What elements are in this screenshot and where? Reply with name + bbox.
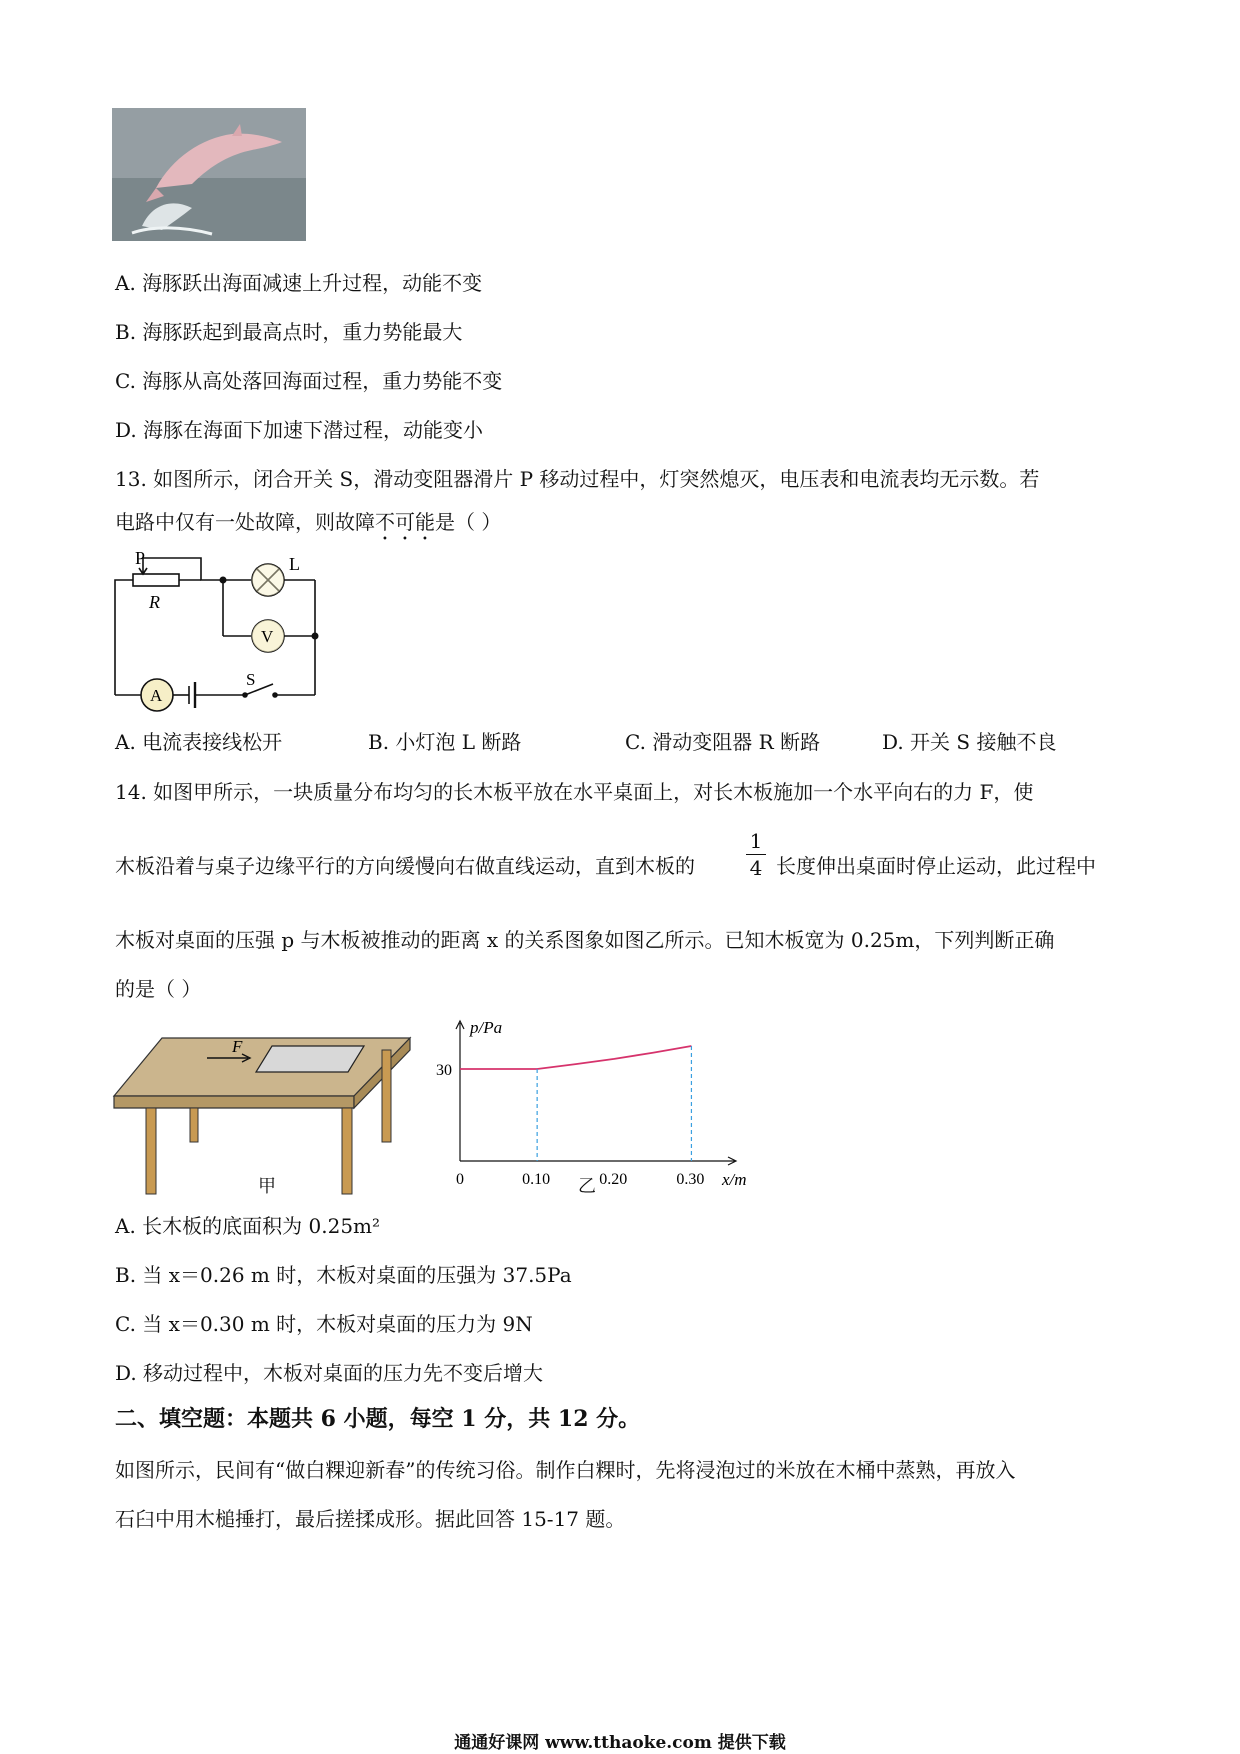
fraction-numerator: 1 <box>746 828 766 855</box>
switch-label: S <box>246 670 256 689</box>
dolphin-image <box>112 108 306 241</box>
x-tick-label: 0.20 <box>599 1171 628 1188</box>
q14-stem-line4: 的是（ ） <box>115 977 202 1001</box>
q14-option-a: A. 长木板的底面积为 0.25m² <box>115 1214 381 1238</box>
y-axis-label: p/Pa <box>470 1018 503 1037</box>
pressure-series-line <box>460 1046 691 1069</box>
q13-stem-pre: 电路中仅有一处故障，则故障 <box>115 510 375 534</box>
q12-option-d: D. 海豚在海面下加速下潜过程，动能变小 <box>115 418 484 442</box>
force-label: F <box>232 1037 243 1056</box>
dolphin-photo <box>112 108 306 241</box>
lamp-label: L <box>289 554 300 574</box>
section-heading: 二、填空题：本题共 6 小题，每空 1 分，共 12 分。 <box>115 1406 641 1432</box>
q14-stem-line2-post: 长度伸出桌面时停止运动，此过程中 <box>776 854 1096 878</box>
q14-option-b: B. 当 x＝0.26 m 时，木板对桌面的压强为 37.5Pa <box>115 1263 572 1287</box>
q12-option-b: B. 海豚跃起到最高点时，重力势能最大 <box>115 320 463 344</box>
fig-jia-caption: 甲 <box>258 1176 276 1197</box>
q13-option-b: B. 小灯泡 L 断路 <box>368 730 522 754</box>
q13-option-a: A. 电流表接线松开 <box>115 730 283 754</box>
section-paragraph-line2: 石臼中用木槌捶打，最后搓揉成形。据此回答 15-17 题。 <box>115 1507 626 1531</box>
voltmeter-label: V <box>261 627 274 646</box>
rheostat-body <box>133 574 179 586</box>
section-paragraph-line1: 如图所示，民间有“做白粿迎新春”的传统习俗。制作白粿时，先将浸泡过的米放在木桶中蒸熟，再放入 <box>115 1458 1016 1482</box>
fraction-denominator: 4 <box>749 856 763 880</box>
slider-label: P <box>135 550 146 568</box>
fraction-one-quarter <box>746 828 766 881</box>
rheostat-label: R <box>149 592 160 612</box>
q13-option-c: C. 滑动变阻器 R 断路 <box>625 730 821 754</box>
q12-option-a: A. 海豚跃出海面减速上升过程，动能不变 <box>115 271 483 295</box>
y-tick-label: 30 <box>436 1062 452 1079</box>
q14-stem-line1: 14. 如图甲所示，一块质量分布均匀的长木板平放在水平桌面上，对长木板施加一个水平向右的力 F，使 <box>115 780 1034 804</box>
q14-stem-line2-pre: 木板沿着与桌子边缘平行的方向缓慢向右做直线运动，直到木板的 <box>115 854 695 878</box>
x-tick-label: 0.30 <box>676 1171 705 1188</box>
q14-stem-line3: 木板对桌面的压强 p 与木板被推动的距离 x 的关系图象如图乙所示。已知木板宽为 0.25m，下列判断正确 <box>115 928 1055 952</box>
circuit-diagram <box>105 550 335 720</box>
q14-option-c: C. 当 x＝0.30 m 时，木板对桌面的压力为 9N <box>115 1312 533 1336</box>
footer-text: 通通好课网 www.tthaoke.com 提供下载 <box>454 1733 786 1753</box>
ammeter-label: A <box>150 686 163 705</box>
x-tick-label: 0.10 <box>522 1171 551 1188</box>
q14-option-d: D. 移动过程中，木板对桌面的压力先不变后增大 <box>115 1361 544 1385</box>
x-axis-label: x/m <box>722 1170 747 1189</box>
q13-stem-line2 <box>115 508 501 545</box>
q13-option-d: D. 开关 S 接触不良 <box>882 730 1057 754</box>
q13-stem-line1: 13. 如图所示，闭合开关 S，滑动变阻器滑片 P 移动过程中，灯突然熄灭，电压表和电流表均无示数。若 <box>115 467 1040 491</box>
x-tick-label: 0 <box>456 1171 464 1188</box>
q13-emphasis: 不可能 <box>375 510 435 534</box>
q13-stem-post: 是（ ） <box>435 510 502 534</box>
fig-yi-caption: 乙 <box>578 1176 596 1197</box>
q12-option-c: C. 海豚从高处落回海面过程，重力势能不变 <box>115 369 503 393</box>
